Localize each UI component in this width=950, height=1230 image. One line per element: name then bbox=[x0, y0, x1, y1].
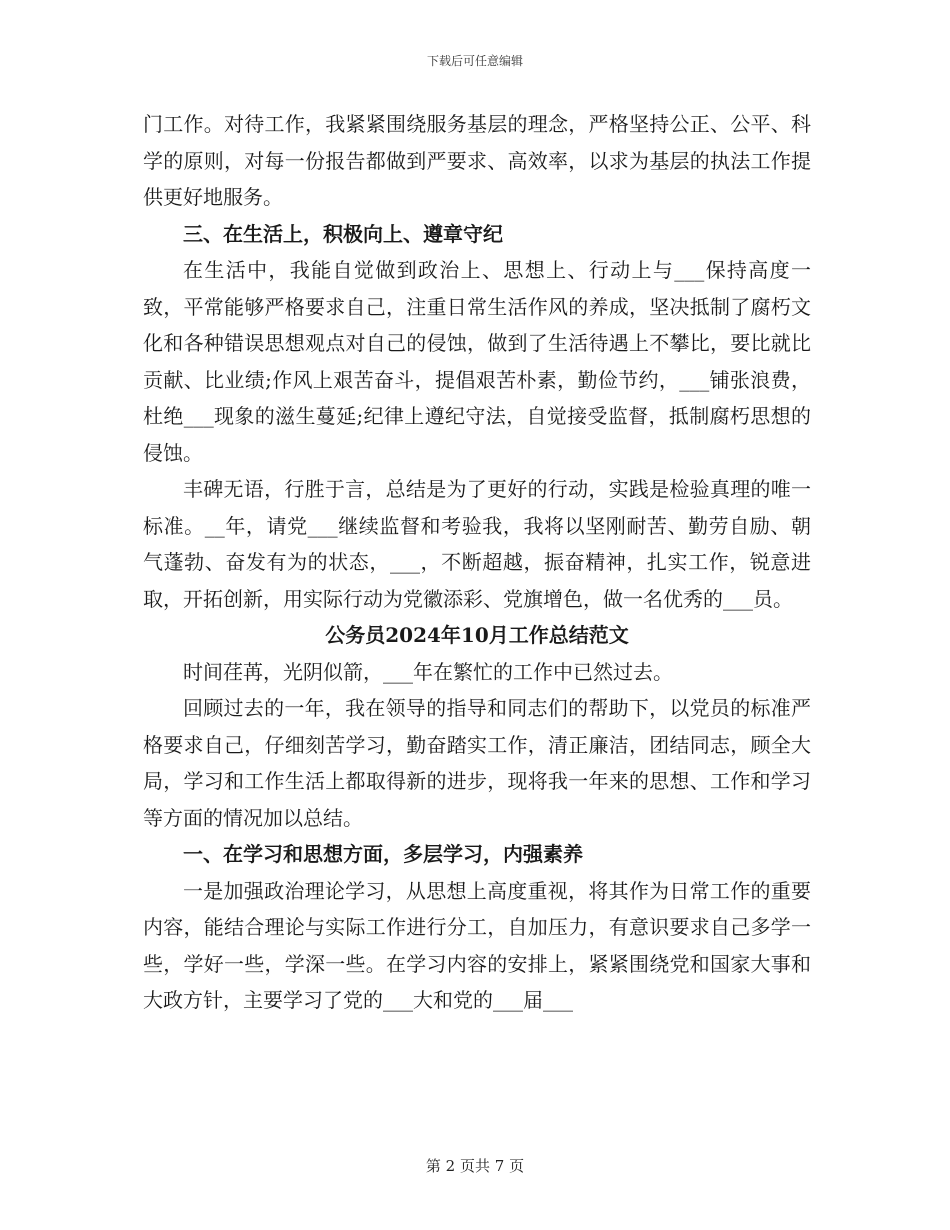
article-title: 公务员2024年10月工作总结范文 bbox=[325, 623, 629, 647]
section-heading-life: 三、在生活上，积极向上、遵章守纪 bbox=[183, 221, 503, 246]
document-body bbox=[143, 106, 811, 1019]
paragraph-continued: 门工作。对待工作，我紧紧围绕服务基层的理念，严格坚持公正、公平、科学的原则，对每一份报告都做到严要求、高效率，以求为基层的执法工作提供更好地服务。 bbox=[143, 112, 811, 209]
paragraph-life: 在生活中，我能自觉做到政治上、思想上、行动上与___保持高度一致，平常能够严格要求自己，注重日常生活作风的养成，坚决抵制了腐朽文化和各种错误思想观点对自己的侵蚀，做到了生活待遇上不攀比，要比就比贡献、比业绩;作风上艰苦奋斗，提倡艰苦朴素，勤俭节约，___铺张浪费，杜绝___现象的滋生蔓延;纪律上遵纪守法，自觉接受监督，抵制腐朽思想的侵蚀。 bbox=[143, 258, 811, 465]
paragraph-conclusion: 丰碑无语，行胜于言，总结是为了更好的行动，实践是检验真理的唯一标准。__年，请党___继续监督和考验我，我将以坚刚耐苦、勤劳自励、朝气蓬勃、奋发有为的状态，___，不断超越，振奋精神，扎实工作，锐意进取，开拓创新，用实际行动为党徽添彩、党旗增色，做一名优秀的___员。 bbox=[143, 477, 811, 611]
section-heading-study: 一、在学习和思想方面，多层学习，内强素养 bbox=[183, 842, 583, 866]
paragraph-intro: 时间荏苒，光阴似箭，___年在繁忙的工作中已然过去。 bbox=[183, 659, 673, 684]
paragraph-review: 回顾过去的一年，我在领导的指导和同志们的帮助下，以党员的标准严格要求自己，仔细刻苦学习，勤奋踏实工作，清正廉洁，团结同志，顾全大局，学习和工作生活上都取得新的进步，现将我一年来的思想、工作和学习等方面的情况加以总结。 bbox=[143, 696, 811, 830]
page-footer: 第 2 页共 7 页 bbox=[425, 1157, 525, 1175]
paragraph-study: 一是加强政治理论学习，从思想上高度重视，将其作为日常工作的重要内容，能结合理论与实际工作进行分工，自加压力，有意识要求自己多学一些，学好一些，学深一些。在学习内容的安排上，紧紧围绕党和国家大事和大政方针，主要学习了党的___大和党的___届___ bbox=[143, 878, 811, 1012]
page-header: 下载后可任意编辑 bbox=[426, 54, 523, 68]
